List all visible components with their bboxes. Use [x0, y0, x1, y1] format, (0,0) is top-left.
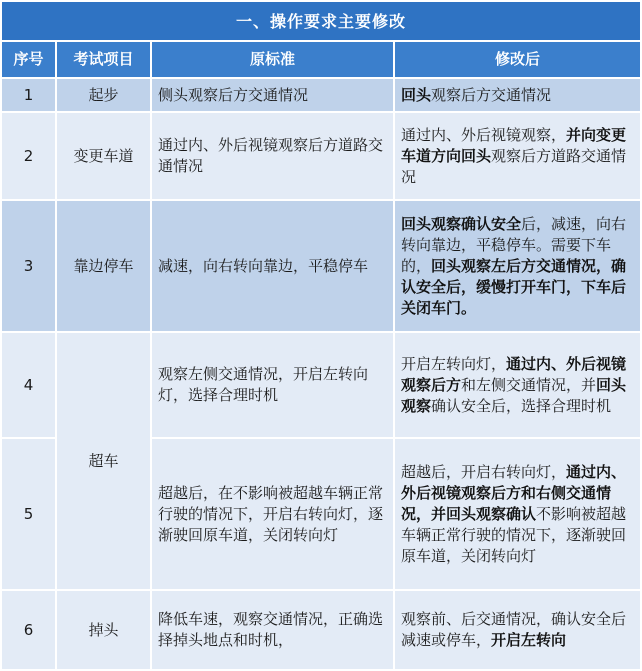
modified-text: 超越后，开启右转向灯， [401, 462, 567, 481]
row-modified [394, 112, 641, 200]
row-modified [394, 590, 641, 670]
row-number: 5 [1, 438, 56, 590]
row-number: 4 [1, 332, 56, 438]
modified-text: 通过内、外后视镜观察， [401, 125, 567, 144]
header-original-standard: 原标准 [151, 41, 394, 78]
modified-emphasis: 回头观察左后方交通情况，确认安全后，缓慢打开车门，下车后关闭车门。 [401, 256, 627, 317]
row-modified [394, 332, 641, 438]
header-number: 序号 [1, 41, 56, 78]
modified-emphasis: 回头观察 [401, 375, 627, 415]
modified-emphasis: 回头 [401, 85, 432, 104]
modified-text: 后，减速，向右转向靠边，平稳停车。需要下车的， [401, 214, 627, 275]
modified-emphasis: 并向变更车道方向回头 [401, 125, 627, 165]
table-row [1, 78, 641, 112]
row-modified [394, 78, 641, 112]
row-item: 起步 [56, 78, 151, 112]
modified-text: 确认安全后，选择合理时机 [431, 396, 612, 415]
modified-emphasis: 开启左转向 [491, 631, 567, 649]
modified-emphasis: 回头观察确认安全 [401, 214, 522, 233]
modified-text: 开启左转向灯， [401, 354, 507, 373]
row-item: 变更车道 [56, 112, 151, 200]
row-item: 靠边停车 [56, 200, 151, 332]
row-original: 超越后，在不影响被超越车辆正常行驶的情况下，开启右转向灯，逐渐驶回原车道，关闭转向灯 [151, 438, 394, 590]
table-row [1, 590, 641, 670]
modified-text: 观察后方道路交通情况 [401, 146, 627, 186]
row-original: 减速，向右转向靠边，平稳停车 [151, 200, 394, 332]
table-row [1, 332, 641, 438]
row-original: 降低车速，观察交通情况，正确选择掉头地点和时机， [151, 590, 394, 670]
header-modified: 修改后 [394, 41, 641, 78]
table-title: 一、操作要求主要修改 [1, 1, 641, 41]
row-modified [394, 438, 641, 590]
row-original: 侧头观察后方交通情况 [151, 78, 394, 112]
modified-emphasis: 通过内、外后视镜观察后方 [401, 354, 627, 394]
row-item: 掉头 [56, 590, 151, 670]
modified-text: 观察前、后交通情况，确认安全后减速或停车， [401, 610, 627, 649]
row-item: 超车 [56, 332, 151, 590]
modified-emphasis: 通过内、外后视镜观察后方和右侧交通情况，并回头观察确认 [401, 462, 627, 523]
row-number: 3 [1, 200, 56, 332]
row-number: 1 [1, 78, 56, 112]
table-row [1, 112, 641, 200]
modified-text: 观察后方交通情况 [431, 85, 552, 104]
row-original: 通过内、外后视镜观察后方道路交通情况 [151, 112, 394, 200]
table-row [1, 200, 641, 332]
row-modified [394, 200, 641, 332]
modified-text: 和左侧交通情况，并 [461, 375, 597, 394]
row-number: 2 [1, 112, 56, 200]
modified-text: 不影响被超越车辆正常行驶的情况下，逐渐驶回原车道，关闭转向灯 [401, 504, 627, 565]
header-exam-item: 考试项目 [56, 41, 151, 78]
row-original: 观察左侧交通情况，开启左转向灯，选择合理时机 [151, 332, 394, 438]
row-number: 6 [1, 590, 56, 670]
